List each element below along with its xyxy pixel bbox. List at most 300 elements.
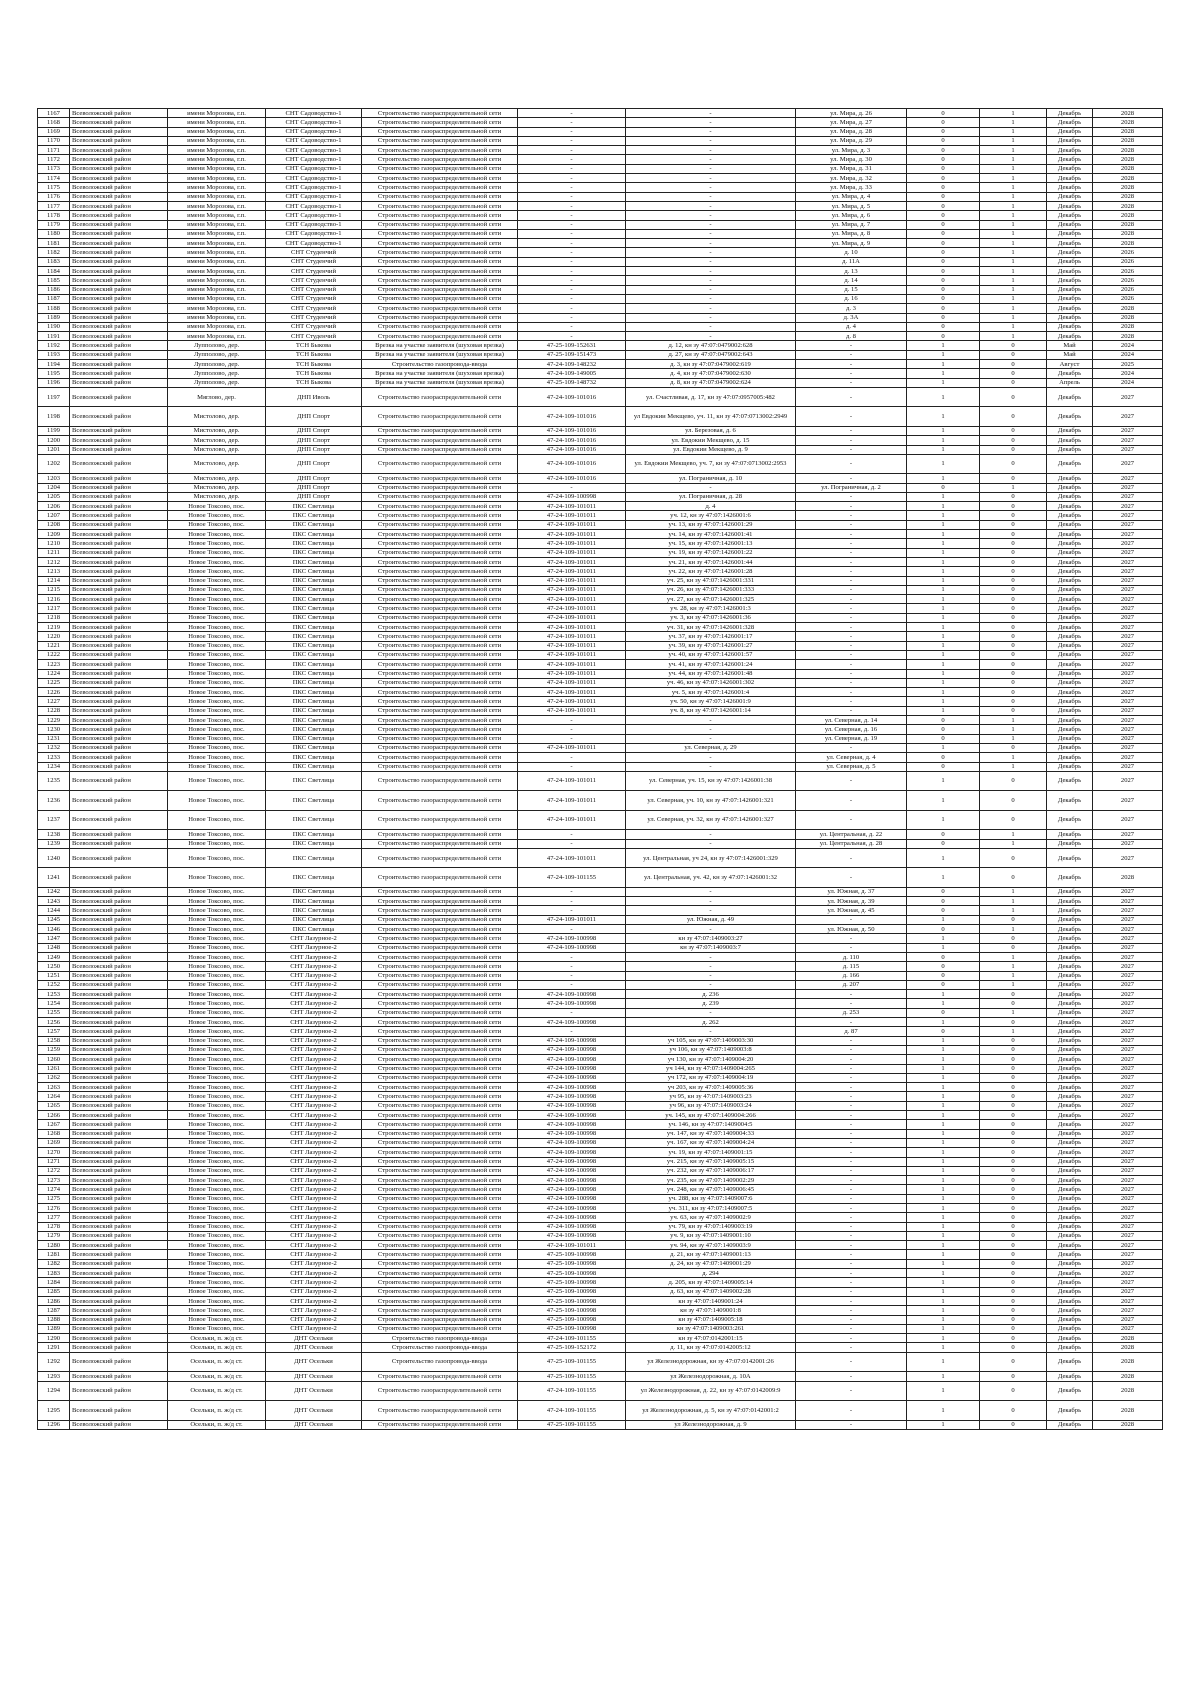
- row-number: 1256: [38, 1018, 70, 1027]
- count-b-cell: 0: [980, 810, 1047, 830]
- contract-number-cell: 47-25-109-101155: [518, 1352, 626, 1372]
- contract-number-cell: -: [518, 239, 626, 248]
- contract-number-cell: 47-25-109-100998: [518, 1324, 626, 1333]
- organization-cell: СНТ Лазурное-2: [266, 1166, 362, 1175]
- row-number: 1222: [38, 650, 70, 659]
- work-type-cell: Строительство газораспределительной сети: [362, 743, 518, 752]
- work-type-cell: Строительство газораспределительной сети: [362, 436, 518, 445]
- year-cell: 2027: [1093, 1250, 1163, 1259]
- row-number: 1208: [38, 520, 70, 529]
- settlement-cell: Новое Токсово, пос.: [168, 810, 266, 830]
- count-b-cell: 1: [980, 925, 1047, 934]
- count-a-cell: 0: [907, 962, 980, 971]
- plot-address-cell: уч. 167, кн зу 47:07:1409004:24: [626, 1138, 796, 1147]
- district-cell: Всеволожский район: [70, 678, 168, 687]
- count-a-cell: 1: [907, 1306, 980, 1315]
- contract-number-cell: 47-24-109-101011: [518, 502, 626, 511]
- settlement-cell: Новое Токсово, пос.: [168, 999, 266, 1008]
- organization-cell: СНТ Садоводство-1: [266, 239, 362, 248]
- contract-number-cell: -: [518, 118, 626, 127]
- settlement-cell: Новое Токсово, пос.: [168, 1287, 266, 1296]
- organization-cell: ПКС Светлица: [266, 641, 362, 650]
- house-address-cell: -: [796, 632, 907, 641]
- year-cell: 2027: [1093, 990, 1163, 999]
- district-cell: Всеволожский район: [70, 1166, 168, 1175]
- district-cell: Всеволожский район: [70, 520, 168, 529]
- row-number: 1252: [38, 980, 70, 989]
- year-cell: 2027: [1093, 585, 1163, 594]
- count-a-cell: 1: [907, 1401, 980, 1421]
- count-a-cell: 1: [907, 426, 980, 435]
- row-number: 1264: [38, 1092, 70, 1101]
- count-a-cell: 1: [907, 576, 980, 585]
- row-number: 1214: [38, 576, 70, 585]
- table-row: [38, 220, 1163, 229]
- district-cell: Всеволожский район: [70, 360, 168, 369]
- plot-address-cell: ул Евдокии Мекщево, уч. 11, кн зу 47:07:0713002:2949: [626, 407, 796, 427]
- table-row: [38, 1222, 1163, 1231]
- row-number: 1283: [38, 1269, 70, 1278]
- work-type-cell: Строительство газораспределительной сети: [362, 1008, 518, 1017]
- table-row: [38, 454, 1163, 474]
- organization-cell: СНТ Лазурное-2: [266, 1148, 362, 1157]
- table-row: [38, 999, 1163, 1008]
- contract-number-cell: 47-24-109-101011: [518, 1241, 626, 1250]
- house-address-cell: ул. Мира, д. 28: [796, 127, 907, 136]
- work-type-cell: Строительство газораспределительной сети: [362, 906, 518, 915]
- house-address-cell: -: [796, 706, 907, 715]
- year-cell: 2027: [1093, 887, 1163, 896]
- count-b-cell: 0: [980, 641, 1047, 650]
- count-a-cell: 0: [907, 887, 980, 896]
- year-cell: 2027: [1093, 743, 1163, 752]
- year-cell: 2027: [1093, 971, 1163, 980]
- row-number: 1270: [38, 1148, 70, 1157]
- count-b-cell: 0: [980, 436, 1047, 445]
- organization-cell: СНТ Садоводство-1: [266, 164, 362, 173]
- count-b-cell: 0: [980, 1194, 1047, 1203]
- table-row: [38, 623, 1163, 632]
- row-number: 1281: [38, 1250, 70, 1259]
- house-address-cell: ул. Мира, д. 27: [796, 118, 907, 127]
- row-number: 1167: [38, 109, 70, 118]
- row-number: 1180: [38, 229, 70, 238]
- settlement-cell: Мистолово, дер.: [168, 492, 266, 501]
- count-a-cell: 0: [907, 248, 980, 257]
- work-type-cell: Строительство газораспределительной сети: [362, 109, 518, 118]
- work-type-cell: Строительство газораспределительной сети: [362, 1269, 518, 1278]
- contract-number-cell: 47-24-109-100998: [518, 1166, 626, 1175]
- work-type-cell: Строительство газораспределительной сети: [362, 1101, 518, 1110]
- house-address-cell: ул. Мира, д. 6: [796, 211, 907, 220]
- settlement-cell: Новое Токсово, пос.: [168, 641, 266, 650]
- work-type-cell: Строительство газораспределительной сети: [362, 164, 518, 173]
- organization-cell: СНТ Лазурное-2: [266, 1203, 362, 1212]
- table-row: [38, 604, 1163, 613]
- organization-cell: ПКС Светлица: [266, 868, 362, 888]
- plot-address-cell: -: [626, 192, 796, 201]
- house-address-cell: -: [796, 1352, 907, 1372]
- plot-address-cell: уч. 15, кн зу 47:07:1426001:13: [626, 539, 796, 548]
- contract-number-cell: 47-25-109-148732: [518, 378, 626, 387]
- count-a-cell: 1: [907, 369, 980, 378]
- table-row: [38, 1055, 1163, 1064]
- contract-number-cell: -: [518, 164, 626, 173]
- plot-address-cell: д. 12, кн зу 47:07:0479002:628: [626, 341, 796, 350]
- district-cell: Всеволожский район: [70, 1194, 168, 1203]
- year-cell: 2027: [1093, 576, 1163, 585]
- settlement-cell: Новое Токсово, пос.: [168, 1036, 266, 1045]
- count-a-cell: 1: [907, 632, 980, 641]
- month-cell: Декабрь: [1047, 980, 1093, 989]
- plot-address-cell: уч. 31, кн зу 47:07:1426001:328: [626, 623, 796, 632]
- month-cell: Декабрь: [1047, 474, 1093, 483]
- row-number: 1192: [38, 341, 70, 350]
- district-cell: Всеволожский район: [70, 1101, 168, 1110]
- settlement-cell: Осельки, п. ж/д ст.: [168, 1343, 266, 1352]
- plot-address-cell: уч. 26, кн зу 47:07:1426001:333: [626, 585, 796, 594]
- month-cell: Декабрь: [1047, 1401, 1093, 1421]
- month-cell: Декабрь: [1047, 791, 1093, 811]
- contract-number-cell: -: [518, 725, 626, 734]
- plot-address-cell: -: [626, 118, 796, 127]
- plot-address-cell: ул. Счастливая, д. 17, кн зу 47:07:0957005:482: [626, 387, 796, 407]
- district-cell: Всеволожский район: [70, 1278, 168, 1287]
- settlement-cell: Осельки, п. ж/д ст.: [168, 1420, 266, 1429]
- house-address-cell: -: [796, 1185, 907, 1194]
- contract-number-cell: 47-24-109-101011: [518, 743, 626, 752]
- district-cell: Всеволожский район: [70, 1343, 168, 1352]
- plot-address-cell: -: [626, 980, 796, 989]
- count-a-cell: 1: [907, 539, 980, 548]
- month-cell: Декабрь: [1047, 174, 1093, 183]
- count-a-cell: 1: [907, 613, 980, 622]
- house-address-cell: -: [796, 595, 907, 604]
- table-row: [38, 1334, 1163, 1343]
- count-a-cell: 1: [907, 1269, 980, 1278]
- house-address-cell: д. 14: [796, 276, 907, 285]
- row-number: 1177: [38, 201, 70, 210]
- contract-number-cell: -: [518, 962, 626, 971]
- month-cell: Декабрь: [1047, 678, 1093, 687]
- year-cell: 2027: [1093, 1287, 1163, 1296]
- plot-address-cell: д. 262: [626, 1018, 796, 1027]
- year-cell: 2027: [1093, 474, 1163, 483]
- house-address-cell: -: [796, 1092, 907, 1101]
- plot-address-cell: уч. 248, кн зу 47:07:1409006:45: [626, 1185, 796, 1194]
- row-number: 1241: [38, 868, 70, 888]
- district-cell: Всеволожский район: [70, 595, 168, 604]
- house-address-cell: -: [796, 1306, 907, 1315]
- organization-cell: ДНТ Осельки: [266, 1401, 362, 1421]
- table-row: [38, 1278, 1163, 1287]
- count-b-cell: 0: [980, 1129, 1047, 1138]
- count-b-cell: 0: [980, 1306, 1047, 1315]
- house-address-cell: -: [796, 1231, 907, 1240]
- month-cell: Декабрь: [1047, 897, 1093, 906]
- month-cell: Декабрь: [1047, 304, 1093, 313]
- work-type-cell: Строительство газораспределительной сети: [362, 839, 518, 848]
- work-type-cell: Строительство газораспределительной сети: [362, 229, 518, 238]
- month-cell: Декабрь: [1047, 1315, 1093, 1324]
- settlement-cell: Новое Токсово, пос.: [168, 1278, 266, 1287]
- month-cell: Декабрь: [1047, 915, 1093, 924]
- contract-number-cell: 47-24-109-100998: [518, 1148, 626, 1157]
- district-cell: Всеволожский район: [70, 146, 168, 155]
- house-address-cell: д. 16: [796, 294, 907, 303]
- house-address-cell: -: [796, 688, 907, 697]
- row-number: 1191: [38, 332, 70, 341]
- work-type-cell: Строительство газораспределительной сети: [362, 771, 518, 791]
- contract-number-cell: 47-24-109-101011: [518, 623, 626, 632]
- contract-number-cell: 47-24-109-101155: [518, 1334, 626, 1343]
- row-number: 1269: [38, 1138, 70, 1147]
- work-type-cell: Строительство газораспределительной сети: [362, 174, 518, 183]
- settlement-cell: Новое Токсово, пос.: [168, 868, 266, 888]
- organization-cell: ПКС Светлица: [266, 604, 362, 613]
- plot-address-cell: уч. 39, кн зу 47:07:1426001:27: [626, 641, 796, 650]
- table-row: [38, 585, 1163, 594]
- count-b-cell: 1: [980, 483, 1047, 492]
- house-address-cell: д. 10: [796, 248, 907, 257]
- plot-address-cell: уч. 12, кн зу 47:07:1426001:6: [626, 511, 796, 520]
- count-a-cell: 0: [907, 294, 980, 303]
- row-number: 1219: [38, 623, 70, 632]
- plot-address-cell: уч 96, кн зу 47:07:1409003:24: [626, 1101, 796, 1110]
- work-type-cell: Строительство газораспределительной сети: [362, 239, 518, 248]
- plot-address-cell: д. 27, кн зу 47:07:0479002:643: [626, 350, 796, 359]
- organization-cell: СНТ Студенчий: [266, 332, 362, 341]
- month-cell: Декабрь: [1047, 771, 1093, 791]
- organization-cell: ТСН Быкова: [266, 360, 362, 369]
- count-b-cell: 0: [980, 1111, 1047, 1120]
- house-address-cell: ул. Северная, д. 5: [796, 762, 907, 771]
- row-number: 1228: [38, 706, 70, 715]
- plot-address-cell: -: [626, 962, 796, 971]
- table-row: [38, 360, 1163, 369]
- contract-number-cell: -: [518, 211, 626, 220]
- count-a-cell: 1: [907, 1129, 980, 1138]
- work-type-cell: Строительство газораспределительной сети: [362, 897, 518, 906]
- row-number: 1261: [38, 1064, 70, 1073]
- count-b-cell: 1: [980, 952, 1047, 961]
- work-type-cell: Строительство газораспределительной сети: [362, 322, 518, 331]
- settlement-cell: Новое Токсово, пос.: [168, 1083, 266, 1092]
- settlement-cell: имени Морозова, г.п.: [168, 201, 266, 210]
- count-a-cell: 1: [907, 1176, 980, 1185]
- house-address-cell: ул. Мира, д. 29: [796, 136, 907, 145]
- organization-cell: СНТ Лазурное-2: [266, 1324, 362, 1333]
- year-cell: 2028: [1093, 211, 1163, 220]
- count-a-cell: 1: [907, 1092, 980, 1101]
- table-row: [38, 962, 1163, 971]
- month-cell: Декабрь: [1047, 567, 1093, 576]
- house-address-cell: ул. Мира, д. 3: [796, 146, 907, 155]
- district-cell: Всеволожский район: [70, 1287, 168, 1296]
- contract-number-cell: 47-24-109-100998: [518, 1222, 626, 1231]
- month-cell: Декабрь: [1047, 1064, 1093, 1073]
- year-cell: 2027: [1093, 943, 1163, 952]
- house-address-cell: -: [796, 1324, 907, 1333]
- table-row: [38, 641, 1163, 650]
- district-cell: Всеволожский район: [70, 1027, 168, 1036]
- plot-address-cell: уч. 25, кн зу 47:07:1426001:331: [626, 576, 796, 585]
- row-number: 1267: [38, 1120, 70, 1129]
- table-row: [38, 164, 1163, 173]
- month-cell: Декабрь: [1047, 1129, 1093, 1138]
- count-b-cell: 0: [980, 678, 1047, 687]
- work-type-cell: Врезка на участке заявителя (шуховая врезка): [362, 369, 518, 378]
- year-cell: 2028: [1093, 201, 1163, 210]
- month-cell: Декабрь: [1047, 1287, 1093, 1296]
- count-b-cell: 0: [980, 934, 1047, 943]
- district-cell: Всеволожский район: [70, 1213, 168, 1222]
- count-b-cell: 1: [980, 971, 1047, 980]
- house-address-cell: -: [796, 548, 907, 557]
- house-address-cell: -: [796, 623, 907, 632]
- row-number: 1271: [38, 1157, 70, 1166]
- count-b-cell: 1: [980, 127, 1047, 136]
- row-number: 1287: [38, 1306, 70, 1315]
- district-cell: Всеволожский район: [70, 1334, 168, 1343]
- count-a-cell: 0: [907, 118, 980, 127]
- organization-cell: СНТ Лазурное-2: [266, 1176, 362, 1185]
- table-row: [38, 1120, 1163, 1129]
- table-row: [38, 520, 1163, 529]
- work-type-cell: Строительство газораспределительной сети: [362, 1213, 518, 1222]
- settlement-cell: имени Морозова, г.п.: [168, 313, 266, 322]
- settlement-cell: имени Морозова, г.п.: [168, 229, 266, 238]
- organization-cell: ДНТ Осельки: [266, 1381, 362, 1401]
- row-number: 1239: [38, 839, 70, 848]
- settlement-cell: Лупполово, дер.: [168, 350, 266, 359]
- count-b-cell: 1: [980, 109, 1047, 118]
- row-number: 1296: [38, 1420, 70, 1429]
- year-cell: 2028: [1093, 164, 1163, 173]
- contract-number-cell: 47-25-109-100998: [518, 1306, 626, 1315]
- table-row: [38, 1018, 1163, 1027]
- organization-cell: ПКС Светлица: [266, 839, 362, 848]
- row-number: 1223: [38, 660, 70, 669]
- contract-number-cell: -: [518, 220, 626, 229]
- table-row: [38, 483, 1163, 492]
- count-a-cell: 0: [907, 257, 980, 266]
- work-type-cell: Строительство газораспределительной сети: [362, 716, 518, 725]
- month-cell: Декабрь: [1047, 1259, 1093, 1268]
- table-row: [38, 660, 1163, 669]
- settlement-cell: имени Морозова, г.п.: [168, 146, 266, 155]
- contract-number-cell: -: [518, 952, 626, 961]
- plot-address-cell: д. 11, кн зу 47:07:0142005:12: [626, 1343, 796, 1352]
- count-b-cell: 0: [980, 1269, 1047, 1278]
- count-a-cell: 0: [907, 925, 980, 934]
- month-cell: Декабрь: [1047, 1045, 1093, 1054]
- house-address-cell: -: [796, 999, 907, 1008]
- month-cell: Декабрь: [1047, 1231, 1093, 1240]
- house-address-cell: -: [796, 1269, 907, 1278]
- plot-address-cell: д. 4, кн зу 47:07:0479002:630: [626, 369, 796, 378]
- settlement-cell: Новое Токсово, пос.: [168, 1092, 266, 1101]
- year-cell: 2027: [1093, 1083, 1163, 1092]
- row-number: 1250: [38, 962, 70, 971]
- row-number: 1176: [38, 192, 70, 201]
- work-type-cell: Строительство газораспределительной сети: [362, 604, 518, 613]
- house-address-cell: д. 207: [796, 980, 907, 989]
- contract-number-cell: -: [518, 267, 626, 276]
- year-cell: 2027: [1093, 1324, 1163, 1333]
- organization-cell: ПКС Светлица: [266, 771, 362, 791]
- plot-address-cell: кн зу 47:07:1409003:261: [626, 1324, 796, 1333]
- year-cell: 2028: [1093, 1401, 1163, 1421]
- settlement-cell: Новое Токсово, пос.: [168, 613, 266, 622]
- contract-number-cell: 47-24-109-101016: [518, 407, 626, 427]
- year-cell: 2027: [1093, 669, 1163, 678]
- year-cell: 2027: [1093, 1241, 1163, 1250]
- work-type-cell: Строительство газораспределительной сети: [362, 980, 518, 989]
- month-cell: Декабрь: [1047, 502, 1093, 511]
- row-number: 1215: [38, 585, 70, 594]
- house-address-cell: д. 3: [796, 304, 907, 313]
- settlement-cell: Осельки, п. ж/д ст.: [168, 1372, 266, 1381]
- month-cell: Декабрь: [1047, 753, 1093, 762]
- row-number: 1172: [38, 155, 70, 164]
- count-a-cell: 1: [907, 1381, 980, 1401]
- month-cell: Декабрь: [1047, 267, 1093, 276]
- plot-address-cell: уч. 19, кн зу 47:07:1426001:22: [626, 548, 796, 557]
- house-address-cell: -: [796, 567, 907, 576]
- month-cell: Декабрь: [1047, 990, 1093, 999]
- organization-cell: СНТ Лазурное-2: [266, 1213, 362, 1222]
- house-address-cell: -: [796, 660, 907, 669]
- plot-address-cell: уч. 44, кн зу 47:07:1426001:48: [626, 669, 796, 678]
- house-address-cell: ул. Мира, д. 31: [796, 164, 907, 173]
- table-row: [38, 925, 1163, 934]
- settlement-cell: Осельки, п. ж/д ст.: [168, 1381, 266, 1401]
- month-cell: Декабрь: [1047, 155, 1093, 164]
- row-number: 1265: [38, 1101, 70, 1110]
- organization-cell: СНТ Студенчий: [266, 304, 362, 313]
- district-cell: Всеволожский район: [70, 1036, 168, 1045]
- contract-number-cell: 47-24-109-100998: [518, 1203, 626, 1212]
- settlement-cell: Новое Токсово, пос.: [168, 678, 266, 687]
- count-b-cell: 0: [980, 595, 1047, 604]
- year-cell: 2027: [1093, 1148, 1163, 1157]
- district-cell: Всеволожский район: [70, 641, 168, 650]
- row-number: 1178: [38, 211, 70, 220]
- district-cell: Всеволожский район: [70, 454, 168, 474]
- district-cell: Всеволожский район: [70, 839, 168, 848]
- month-cell: Декабрь: [1047, 650, 1093, 659]
- plot-address-cell: ул. Северная, уч. 10, кн зу 47:07:1426001:321: [626, 791, 796, 811]
- table-row: [38, 1166, 1163, 1175]
- plot-address-cell: д. 8, кн зу 47:07:0479002:624: [626, 378, 796, 387]
- work-type-cell: Строительство газопровода-ввода: [362, 360, 518, 369]
- count-b-cell: 0: [980, 557, 1047, 566]
- count-a-cell: 0: [907, 753, 980, 762]
- organization-cell: ПКС Светлица: [266, 632, 362, 641]
- organization-cell: ПКС Светлица: [266, 743, 362, 752]
- row-number: 1235: [38, 771, 70, 791]
- count-b-cell: 0: [980, 1343, 1047, 1352]
- row-number: 1295: [38, 1401, 70, 1421]
- district-cell: Всеволожский район: [70, 248, 168, 257]
- house-address-cell: -: [796, 436, 907, 445]
- organization-cell: СНТ Лазурное-2: [266, 1083, 362, 1092]
- plot-address-cell: уч. 19, кн зу 47:07:1409001:15: [626, 1148, 796, 1157]
- settlement-cell: Новое Токсово, пос.: [168, 623, 266, 632]
- house-address-cell: -: [796, 1203, 907, 1212]
- settlement-cell: Новое Токсово, пос.: [168, 971, 266, 980]
